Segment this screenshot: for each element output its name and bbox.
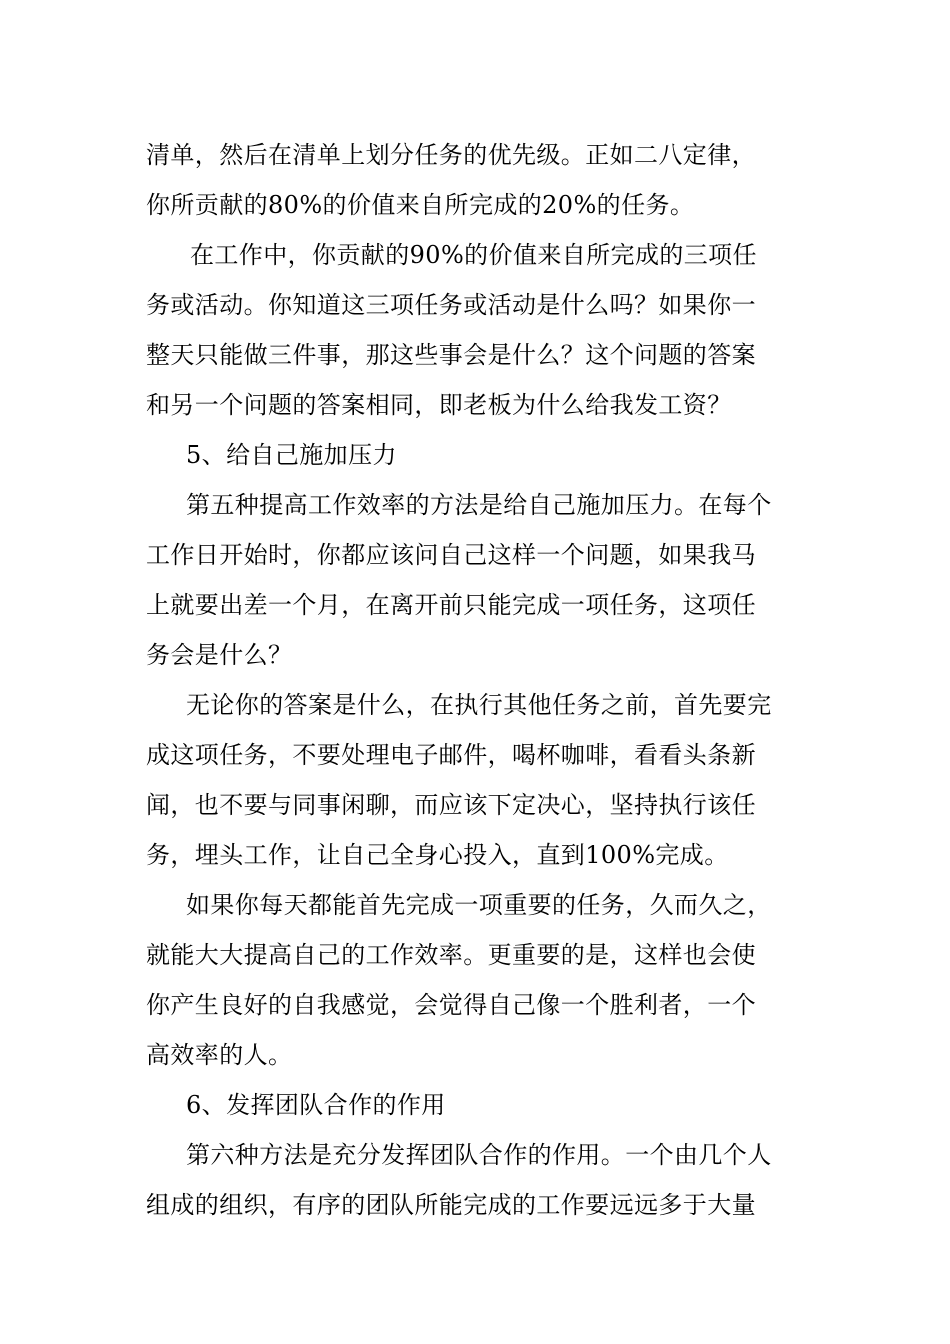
text-line: 务，埋头工作，让自己全身心投入，直到100%完成。 (146, 841, 729, 869)
section-heading: 5、给自己施加压力 (186, 441, 397, 469)
text-line: 第六种方法是充分发挥团队合作的作用。一个由几个人 (186, 1141, 772, 1169)
text-line: 清单，然后在清单上划分任务的优先级。正如二八定律， (146, 141, 756, 169)
text-line: 在工作中，你贡献的90%的价值来自所完成的三项任 (190, 241, 757, 269)
text-line: 你所贡献的80%的价值来自所完成的20%的任务。 (146, 191, 695, 219)
text-line: 闻，也不要与同事闲聊，而应该下定决心，坚持执行该任 (146, 791, 756, 819)
text-line: 务或活动。你知道这三项任务或活动是什么吗？如果你一 (146, 291, 756, 319)
text-line: 高效率的人。 (146, 1041, 293, 1069)
text-line: 整天只能做三件事，那这些事会是什么？这个问题的答案 (146, 341, 756, 369)
text-line: 如果你每天都能首先完成一项重要的任务，久而久之， (186, 891, 772, 919)
text-line: 成这项任务，不要处理电子邮件，喝杯咖啡，看看头条新 (146, 741, 756, 769)
text-line: 第五种提高工作效率的方法是给自己施加压力。在每个 (186, 491, 772, 519)
text-line: 你产生良好的自我感觉，会觉得自己像一个胜利者，一个 (146, 991, 756, 1019)
text-line: 和另一个问题的答案相同，即老板为什么给我发工资？ (146, 391, 732, 419)
body-text (146, 130, 810, 1230)
text-line: 无论你的答案是什么，在执行其他任务之前，首先要完 (186, 691, 772, 719)
text-line: 就能大大提高自己的工作效率。更重要的是，这样也会使 (146, 941, 756, 969)
text-line: 组成的组织，有序的团队所能完成的工作要远远多于大量 (146, 1191, 756, 1219)
text-line: 上就要出差一个月，在离开前只能完成一项任务，这项任 (146, 591, 756, 619)
section-heading: 6、发挥团队合作的作用 (186, 1091, 446, 1119)
text-line: 工作日开始时，你都应该问自己这样一个问题，如果我马 (146, 541, 756, 569)
text-line: 务会是什么？ (146, 641, 293, 669)
